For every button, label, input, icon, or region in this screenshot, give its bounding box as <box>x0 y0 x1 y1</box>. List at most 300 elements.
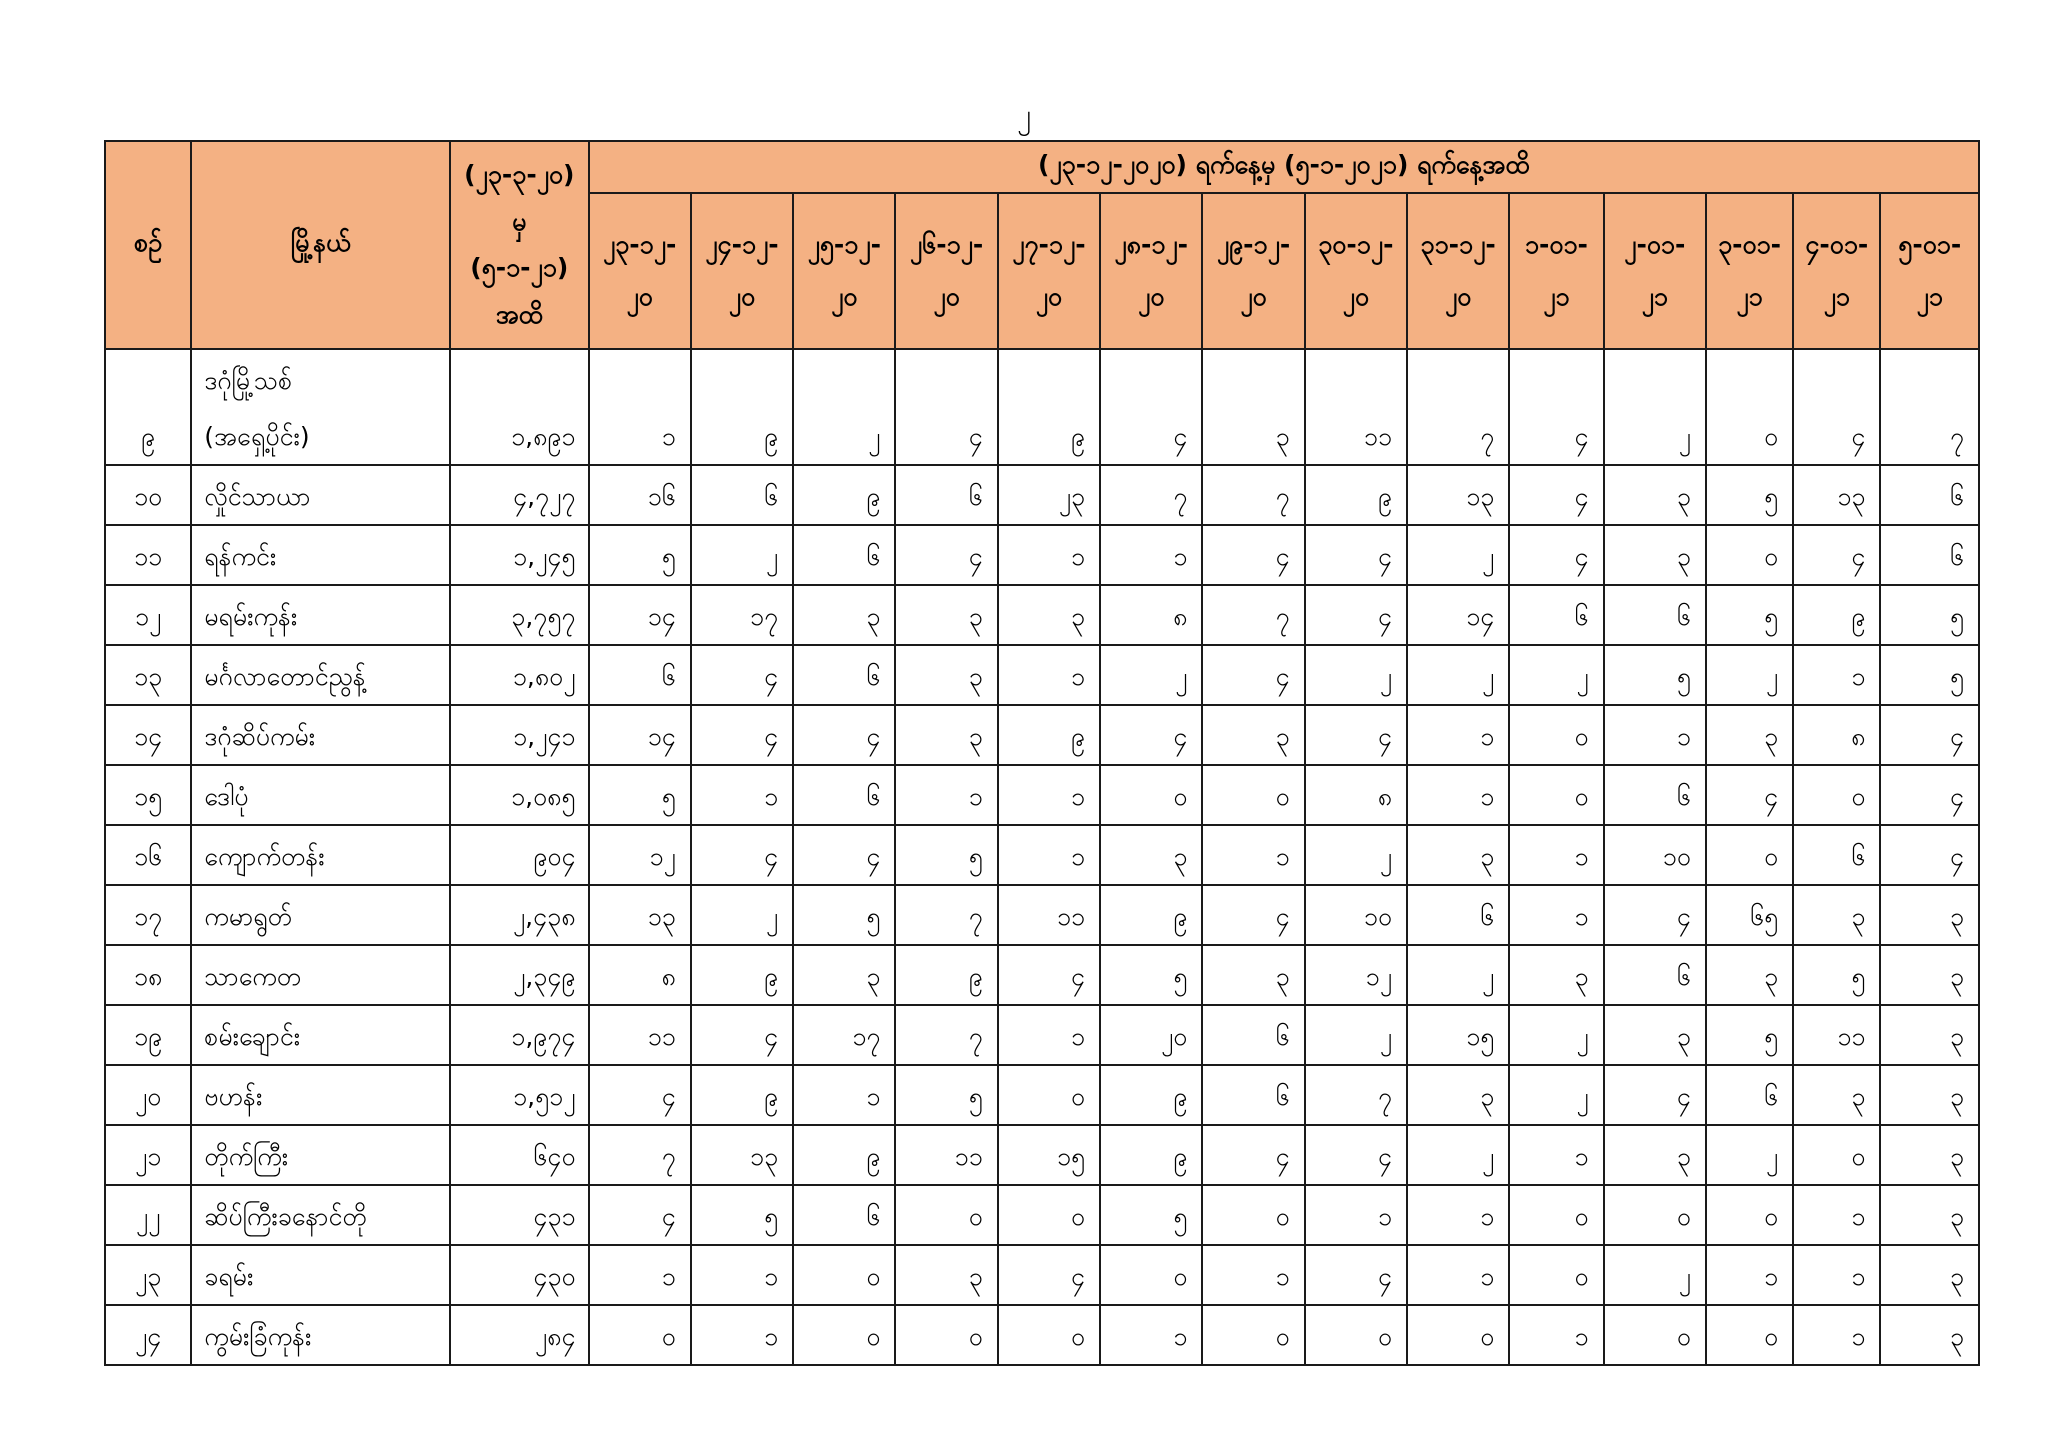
township-name: (အရှေ့ပိုင်း) <box>204 422 310 451</box>
daily-count-cell <box>1407 885 1509 945</box>
daily-count: ၁၅ <box>1056 1142 1086 1171</box>
table-body <box>105 349 1979 1365</box>
daily-count: ၃ <box>1480 842 1495 871</box>
township-cell <box>191 349 450 465</box>
daily-count: ၅ <box>1949 602 1964 631</box>
serial-number: ၁၈ <box>133 962 163 991</box>
daily-count-cell <box>895 349 997 465</box>
daily-count: ၆၅ <box>1750 902 1779 931</box>
daily-count-cell <box>895 645 997 705</box>
daily-count-cell <box>1509 1185 1603 1245</box>
daily-count: ၁ <box>1851 1322 1866 1351</box>
daily-count: ၅ <box>661 782 676 811</box>
daily-count: ၄ <box>661 1082 676 1111</box>
daily-count: ၆ <box>866 782 881 811</box>
daily-count: ၁ <box>1071 662 1086 691</box>
daily-count: ၁၄ <box>647 722 676 751</box>
daily-count-cell <box>895 705 997 765</box>
daily-count-cell <box>1202 885 1304 945</box>
daily-count: ၁ <box>1071 542 1086 571</box>
covid-cases-table <box>104 140 1980 1366</box>
table-row <box>105 885 1979 945</box>
daily-count-cell <box>1509 765 1603 825</box>
serial-cell <box>105 1305 191 1365</box>
daily-count: ၃ <box>1676 1022 1691 1051</box>
daily-count-cell <box>589 585 691 645</box>
daily-count: ၈ <box>1851 722 1866 751</box>
daily-count: ၂ <box>1678 422 1691 451</box>
daily-count-cell <box>691 945 793 1005</box>
daily-count: ၉ <box>1173 1142 1188 1171</box>
serial-number: ၁၂ <box>134 602 162 631</box>
daily-count-cell <box>1305 1185 1407 1245</box>
header-date-part: ၄-၀၁- <box>1805 230 1869 259</box>
daily-count-cell <box>589 885 691 945</box>
total-cell <box>450 349 588 465</box>
daily-count-cell <box>1509 825 1603 885</box>
daily-count-cell <box>589 349 691 465</box>
table-row <box>105 525 1979 585</box>
header-date-part: ၂၈-၁၂- <box>1114 230 1189 259</box>
table-row <box>105 765 1979 825</box>
daily-count: ၃ <box>866 962 881 991</box>
daily-count-cell <box>998 465 1100 525</box>
daily-count: ၆ <box>866 1202 881 1231</box>
daily-count: ၃ <box>1764 962 1779 991</box>
daily-count: ၃ <box>968 1262 983 1291</box>
daily-count: ၁၁ <box>1056 902 1086 931</box>
daily-count-cell <box>1793 1245 1880 1305</box>
total-value: ၁,၈၀၂ <box>512 662 576 691</box>
daily-count-cell <box>589 825 691 885</box>
total-cell <box>450 465 588 525</box>
daily-count: ၂ <box>1765 1142 1779 1171</box>
daily-count: ၁ <box>661 1262 676 1291</box>
daily-count-cell <box>589 1065 691 1125</box>
daily-count: ၀ <box>1764 542 1779 571</box>
township-name: ဒေါပုံ <box>204 782 249 811</box>
daily-count-cell <box>691 705 793 765</box>
daily-count-cell <box>1202 349 1304 465</box>
township-cell <box>191 885 450 945</box>
daily-count: ၄ <box>1851 422 1866 451</box>
daily-count: ၁ <box>1377 1202 1392 1231</box>
daily-count-cell <box>1202 1125 1304 1185</box>
daily-count-cell <box>1407 349 1509 465</box>
daily-count: ၁ <box>1275 842 1290 871</box>
township-cell <box>191 585 450 645</box>
daily-count: ၁၂ <box>1365 962 1392 991</box>
serial-number: ၁၀ <box>134 482 163 511</box>
daily-count: ၃ <box>1275 962 1290 991</box>
daily-count: ၀ <box>1764 842 1779 871</box>
daily-count: ၁၄ <box>1466 602 1495 631</box>
total-cell <box>450 1005 588 1065</box>
total-value: ၁,၀၈၅ <box>511 782 576 811</box>
daily-count: ၆ <box>764 482 779 511</box>
daily-count-cell <box>1706 585 1793 645</box>
daily-count-cell <box>895 1305 997 1365</box>
daily-count-cell <box>1305 1305 1407 1365</box>
daily-count: ၁ <box>1851 1262 1866 1291</box>
township-name: ဒဂုံမြို့သစ် <box>204 366 293 395</box>
daily-count: ၄ <box>1275 1142 1290 1171</box>
total-value: ၂,၄၃၈ <box>512 902 576 931</box>
daily-count-cell <box>1793 1125 1880 1185</box>
daily-count-cell <box>1880 349 1979 465</box>
daily-count: ၀ <box>1764 422 1779 451</box>
daily-count-cell <box>691 525 793 585</box>
daily-count: ၁၂ <box>649 842 676 871</box>
township-name: ခရမ်း <box>204 1262 254 1291</box>
daily-count: ၀ <box>1275 1202 1290 1231</box>
township-name: ဗဟန်း <box>204 1082 263 1111</box>
daily-count-cell <box>1706 1125 1793 1185</box>
daily-count: ၈ <box>1377 782 1392 811</box>
daily-count-cell <box>1793 885 1880 945</box>
daily-count: ၀ <box>1851 1142 1866 1171</box>
daily-count-cell <box>1407 705 1509 765</box>
daily-count: ၇ <box>968 902 983 931</box>
serial-cell <box>105 585 191 645</box>
daily-count-cell <box>1202 585 1304 645</box>
daily-count: ၅ <box>661 542 676 571</box>
daily-count: ၀ <box>1574 1202 1589 1231</box>
daily-count-cell <box>1706 705 1793 765</box>
header-date-part: ၂၃-၁၂- <box>602 230 677 259</box>
daily-count-cell <box>1202 945 1304 1005</box>
serial-number: ၁၆ <box>134 842 163 871</box>
daily-count-cell <box>1305 765 1407 825</box>
daily-count-cell <box>1880 765 1979 825</box>
daily-count: ၉ <box>764 1082 779 1111</box>
daily-count: ၄ <box>1071 1262 1086 1291</box>
daily-count: ၅ <box>1676 662 1691 691</box>
header-date-span-title: (၂၃-၁၂-၂၀၂၀) ရက်နေ့မှ (၅-၁-၂၀၂၁) ရက်နေ့အထိ <box>589 141 1980 193</box>
header-date <box>998 193 1100 349</box>
header-date-part: ၂၁ <box>1543 282 1570 311</box>
serial-cell <box>105 1125 191 1185</box>
daily-count: ၃ <box>1764 722 1779 751</box>
daily-count: ၄ <box>1949 722 1964 751</box>
daily-count: ၁ <box>1071 842 1086 871</box>
serial-number: ၂၀ <box>134 1082 162 1111</box>
daily-count: ၂ <box>1175 662 1188 691</box>
daily-count-cell <box>1305 1065 1407 1125</box>
daily-count-cell <box>1509 1305 1603 1365</box>
daily-count: ၄ <box>1676 902 1691 931</box>
daily-count-cell <box>1604 825 1706 885</box>
daily-count-cell <box>1706 1005 1793 1065</box>
header-date-part: ၃၁-၁၂- <box>1420 230 1496 259</box>
daily-count-cell <box>1706 1305 1793 1365</box>
daily-count: ၃ <box>1173 842 1188 871</box>
daily-count-cell <box>1706 945 1793 1005</box>
header-date-part: ၂၁ <box>1916 282 1943 311</box>
daily-count-cell <box>793 645 895 705</box>
daily-count: ၁ <box>1480 722 1495 751</box>
daily-count: ၃ <box>1071 602 1086 631</box>
daily-count-cell <box>1202 765 1304 825</box>
header-date-part: ၂၄-၁၂- <box>705 230 779 259</box>
daily-count-cell <box>1880 465 1979 525</box>
serial-cell <box>105 525 191 585</box>
daily-count: ၄ <box>1851 542 1866 571</box>
daily-count: ၀ <box>1071 1322 1086 1351</box>
daily-count: ၃ <box>1676 542 1691 571</box>
daily-count: ၄ <box>1071 962 1086 991</box>
daily-count: ၆ <box>1949 482 1964 511</box>
total-cell <box>450 1185 588 1245</box>
daily-count-cell <box>793 945 895 1005</box>
daily-count-cell <box>895 825 997 885</box>
daily-count: ၁ <box>1574 902 1589 931</box>
daily-count-cell <box>1100 945 1202 1005</box>
daily-count-cell <box>1604 705 1706 765</box>
daily-count: ၅ <box>968 1082 983 1111</box>
daily-count: ၀ <box>1574 1262 1589 1291</box>
daily-count-cell <box>998 1125 1100 1185</box>
table-row <box>105 465 1979 525</box>
daily-count: ၃ <box>968 722 983 751</box>
daily-count: ၃ <box>866 602 881 631</box>
daily-count: ၂ <box>765 542 779 571</box>
daily-count-cell <box>793 1065 895 1125</box>
daily-count-cell <box>1604 1245 1706 1305</box>
township-name: မင်္ဂလာတောင်ညွန့် <box>204 662 366 691</box>
daily-count: ၂ <box>868 422 881 451</box>
daily-count-cell <box>793 1005 895 1065</box>
daily-count: ၁၁ <box>954 1142 983 1171</box>
township-name: ဆိပ်ကြီးခနောင်တို <box>204 1202 367 1231</box>
daily-count-cell <box>1100 465 1202 525</box>
daily-count: ၁ <box>1173 542 1188 571</box>
township-name: သာကေတ <box>204 962 302 991</box>
daily-count: ၆ <box>1851 842 1866 871</box>
daily-count: ၀ <box>1275 782 1290 811</box>
header-date-part: ၂၆-၁၂- <box>909 230 984 259</box>
daily-count: ၉ <box>1851 602 1866 631</box>
daily-count-cell <box>1202 705 1304 765</box>
daily-count-cell <box>691 1005 793 1065</box>
daily-count-cell <box>895 945 997 1005</box>
township-name: မရမ်းကုန်း <box>204 602 298 631</box>
header-date-part: ၂၀ <box>831 282 858 311</box>
daily-count-cell <box>998 885 1100 945</box>
daily-count: ၉ <box>866 482 881 511</box>
daily-count-cell <box>589 1125 691 1185</box>
serial-cell <box>105 1185 191 1245</box>
header-date <box>895 193 997 349</box>
daily-count: ၃ <box>1949 962 1964 991</box>
daily-count: ၃ <box>1275 722 1290 751</box>
daily-count-cell <box>1100 1305 1202 1365</box>
header-date <box>1706 193 1793 349</box>
daily-count: ၄ <box>1377 722 1392 751</box>
serial-cell <box>105 645 191 705</box>
daily-count: ၀ <box>866 1322 881 1351</box>
daily-count-cell <box>1509 585 1603 645</box>
total-range-line: (၂၃-၃-၂၀) <box>464 159 575 189</box>
header-date-part: ၃၀-၁၂- <box>1318 230 1394 259</box>
daily-count-cell <box>998 645 1100 705</box>
daily-count-cell <box>1509 885 1603 945</box>
daily-count: ၃ <box>1949 1082 1964 1111</box>
daily-count-cell <box>589 465 691 525</box>
daily-count: ၄ <box>968 542 983 571</box>
daily-count: ၃ <box>1949 1202 1964 1231</box>
daily-count-cell <box>1793 825 1880 885</box>
daily-count-cell <box>1305 1125 1407 1185</box>
daily-count-cell <box>1706 349 1793 465</box>
table-row <box>105 349 1979 465</box>
daily-count: ၆ <box>968 482 983 511</box>
daily-count: ၁၁ <box>647 1022 676 1051</box>
header-date-part: ၂၀ <box>1444 282 1472 311</box>
daily-count-cell <box>1880 1005 1979 1065</box>
daily-count: ၅ <box>1851 962 1866 991</box>
daily-count: ၁ <box>1071 782 1086 811</box>
daily-count: ၄ <box>1949 782 1964 811</box>
daily-count: ၈ <box>661 962 676 991</box>
daily-count: ၁ <box>1574 1322 1589 1351</box>
daily-count-cell <box>793 1185 895 1245</box>
daily-count: ၇ <box>1275 602 1290 631</box>
daily-count: ၀ <box>866 1262 881 1291</box>
daily-count-cell <box>1604 525 1706 585</box>
daily-count-cell <box>1509 525 1603 585</box>
daily-count-cell <box>1100 705 1202 765</box>
daily-count-cell <box>691 1065 793 1125</box>
daily-count-cell <box>1706 525 1793 585</box>
daily-count: ၁ <box>1574 1142 1589 1171</box>
header-serial: စဉ် <box>105 141 191 349</box>
serial-cell <box>105 705 191 765</box>
header-date <box>1100 193 1202 349</box>
daily-count-cell <box>1880 1245 1979 1305</box>
daily-count: ၆ <box>1676 782 1691 811</box>
daily-count: ၁ <box>866 1082 881 1111</box>
daily-count-cell <box>895 885 997 945</box>
daily-count: ၉ <box>1173 1082 1188 1111</box>
daily-count-cell <box>895 525 997 585</box>
daily-count-cell <box>1880 885 1979 945</box>
total-value: ၁,၂၄၅ <box>513 542 576 571</box>
daily-count: ၀ <box>1173 782 1188 811</box>
total-value: ၂,၃၄၉ <box>513 962 576 991</box>
daily-count-cell <box>1305 349 1407 465</box>
daily-count: ၀ <box>1764 1322 1779 1351</box>
daily-count-cell <box>895 1005 997 1065</box>
daily-count: ၀ <box>1480 1322 1495 1351</box>
daily-count: ၂ <box>1576 1082 1589 1111</box>
header-date-part: ၂၀ <box>626 282 653 311</box>
total-cell <box>450 945 588 1005</box>
daily-count-cell <box>895 765 997 825</box>
daily-count-cell <box>691 1125 793 1185</box>
daily-count: ၁၁ <box>1837 1022 1866 1051</box>
daily-count-cell <box>1604 585 1706 645</box>
daily-count: ၇ <box>1173 482 1188 511</box>
daily-count: ၉ <box>1071 422 1086 451</box>
township-cell <box>191 525 450 585</box>
header-date <box>793 193 895 349</box>
daily-count: ၁၇ <box>750 602 779 631</box>
daily-count-cell <box>1706 765 1793 825</box>
township-cell <box>191 1005 450 1065</box>
daily-count: ၆ <box>1275 1082 1290 1111</box>
daily-count: ၅ <box>968 842 983 871</box>
daily-count-cell <box>1100 1065 1202 1125</box>
daily-count-cell <box>1509 645 1603 705</box>
daily-count-cell <box>895 1065 997 1125</box>
header-date-part: ၂၉-၁၂- <box>1216 230 1291 259</box>
daily-count-cell <box>1509 349 1603 465</box>
daily-count-cell <box>1100 765 1202 825</box>
daily-count-cell <box>1880 1305 1979 1365</box>
daily-count-cell <box>1407 1245 1509 1305</box>
daily-count: ၂ <box>1678 1262 1691 1291</box>
total-range-line: အထိ <box>495 300 543 330</box>
daily-count-cell <box>1880 585 1979 645</box>
header-date <box>1509 193 1603 349</box>
daily-count: ၁ <box>764 782 779 811</box>
daily-count-cell <box>1100 1125 1202 1185</box>
serial-cell <box>105 349 191 465</box>
daily-count-cell <box>1100 825 1202 885</box>
daily-count: ၁၄ <box>647 602 676 631</box>
daily-count: ၂ <box>1379 662 1392 691</box>
daily-count-cell <box>691 585 793 645</box>
daily-count: ၁၁ <box>1363 422 1392 451</box>
daily-count: ၄ <box>968 422 983 451</box>
daily-count: ၄ <box>1173 722 1188 751</box>
daily-count-cell <box>1202 1305 1304 1365</box>
daily-count: ၃ <box>968 602 983 631</box>
daily-count: ၁၃ <box>1466 482 1495 511</box>
table-row <box>105 1305 1979 1365</box>
daily-count-cell <box>1407 1005 1509 1065</box>
daily-count: ၁၃ <box>647 902 676 931</box>
daily-count-cell <box>895 1185 997 1245</box>
daily-count-cell <box>998 349 1100 465</box>
daily-count-cell <box>1793 1005 1880 1065</box>
daily-count-cell <box>998 945 1100 1005</box>
daily-count: ၄ <box>1676 1082 1691 1111</box>
header-date-part: ၂၀ <box>1342 282 1370 311</box>
serial-number: ၁၄ <box>134 722 163 751</box>
daily-count: ၂ <box>1482 542 1495 571</box>
serial-cell <box>105 945 191 1005</box>
daily-count: ၃ <box>1949 1262 1964 1291</box>
daily-count: ၉ <box>1377 482 1392 511</box>
header-date <box>1793 193 1880 349</box>
daily-count: ၇ <box>661 1142 676 1171</box>
daily-count-cell <box>1793 1065 1880 1125</box>
daily-count-cell <box>1706 885 1793 945</box>
township-cell <box>191 705 450 765</box>
total-value: ၁,၈၉၁ <box>511 422 576 451</box>
daily-count: ၁၆ <box>647 482 676 511</box>
daily-count-cell <box>1604 1305 1706 1365</box>
daily-count-cell <box>1793 1185 1880 1245</box>
daily-count: ၁၇ <box>852 1022 881 1051</box>
daily-count-cell <box>1305 1005 1407 1065</box>
daily-count-cell <box>1407 525 1509 585</box>
total-cell <box>450 705 588 765</box>
daily-count-cell <box>1604 465 1706 525</box>
daily-count-cell <box>793 885 895 945</box>
